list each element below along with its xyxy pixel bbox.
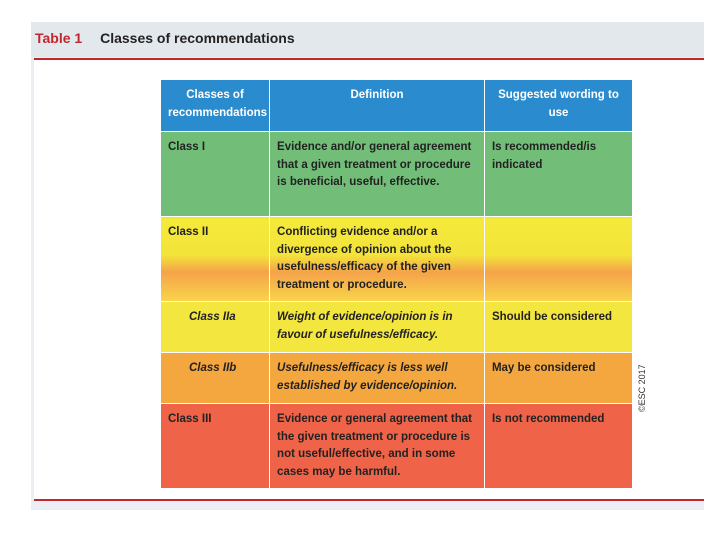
wording-cell: May be considered bbox=[484, 353, 632, 404]
wording-cell: Is recommended/is indicated bbox=[484, 132, 632, 217]
definition-cell: Evidence and/or general agreement that a given treatment or procedure is beneficial, useful, effective. bbox=[270, 132, 485, 217]
table-label: Table 1 bbox=[35, 30, 83, 46]
table-row bbox=[161, 132, 633, 217]
definition-cell: Weight of evidence/opinion is in favour of usefulness/efficacy. bbox=[270, 302, 485, 353]
wording-cell bbox=[484, 217, 632, 302]
table-area bbox=[34, 60, 704, 499]
bottom-rule bbox=[34, 499, 704, 501]
definition-cell: Usefulness/efficacy is less well established by evidence/opinion. bbox=[270, 353, 485, 404]
table-panel bbox=[31, 22, 704, 510]
wording-cell: Is not recommended bbox=[484, 404, 632, 489]
copyright-notice: ©ESC 2017 bbox=[637, 364, 647, 412]
recommendations-table bbox=[161, 80, 633, 489]
table-row bbox=[161, 302, 633, 353]
header-classes: Classes of recommendations bbox=[161, 80, 270, 132]
class-cell: Class III bbox=[161, 404, 270, 489]
table-title bbox=[35, 30, 295, 46]
class-cell: Class IIa bbox=[161, 302, 270, 353]
table-row bbox=[161, 404, 633, 489]
class-cell: Class II bbox=[161, 217, 270, 302]
header-wording: Suggested wording to use bbox=[484, 80, 632, 132]
table-row bbox=[161, 353, 633, 404]
caption-band bbox=[31, 22, 704, 57]
header-definition: Definition bbox=[270, 80, 485, 132]
definition-cell: Evidence or general agreement that the given treatment or procedure is not useful/effective, and in some cases may be harmful. bbox=[270, 404, 485, 489]
header-row bbox=[161, 80, 633, 132]
wording-cell: Should be considered bbox=[484, 302, 632, 353]
class-cell: Class IIb bbox=[161, 353, 270, 404]
table-row bbox=[161, 217, 633, 302]
definition-cell: Conflicting evidence and/or a divergence of opinion about the usefulness/efficacy of the given treatment or procedure. bbox=[270, 217, 485, 302]
class-cell: Class I bbox=[161, 132, 270, 217]
table-caption: Classes of recommendations bbox=[100, 30, 295, 46]
